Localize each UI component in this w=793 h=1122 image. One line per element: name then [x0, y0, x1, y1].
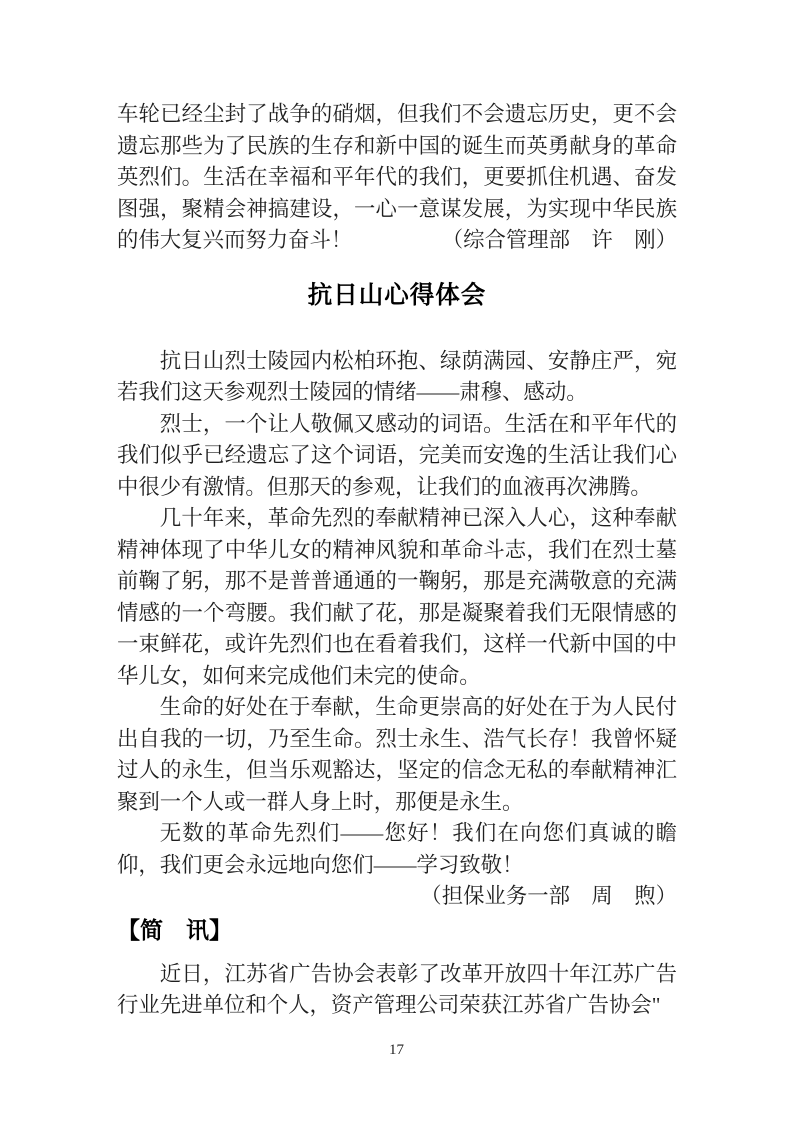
- article-paragraph: 抗日山烈士陵园内松柏环抱、绿荫满园、安静庄严，宛若我们这天参观烈士陵园的情绪——肃穆、感动。: [117, 348, 677, 404]
- brief-news-heading: 【简 讯】: [117, 916, 232, 943]
- prev-article-ending-paragraph: [117, 99, 677, 257]
- article-attribution: （担保业务一部 周 煦）: [420, 884, 677, 908]
- article-paragraph: 烈士，一个让人敬佩又感动的词语。生活在和平年代的我们似乎已经遗忘了这个词语，完美而安逸的生活让我们心中很少有激情。但那天的参观，让我们的血液再次沸腾。: [117, 411, 677, 499]
- prev-article-attribution: （综合管理部 许 刚）: [441, 228, 677, 252]
- article-title: 抗日山心得体会: [307, 281, 487, 309]
- article-body: [117, 346, 677, 913]
- article-paragraph: 无数的革命先烈们——您好！我们在向您们真诚的瞻仰，我们更会永远地向您们——学习致敬！: [117, 821, 677, 877]
- prev-article-ending-text: 车轮已经尘封了战争的硝烟，但我们不会遗忘历史，更不会遗忘那些为了民族的生存和新中国的诞生而英勇献身的革命英烈们。生活在幸福和平年代的我们，更要抓住机遇、奋发图强，聚精会神搞建设，一心一意谋发展，为实现中华民族的伟大复兴而努力奋斗！: [117, 102, 677, 252]
- article-paragraph: 生命的好处在于奉献，生命更崇高的好处在于为人民付出自我的一切，乃至生命。烈士永生、浩气长存！我曾怀疑过人的永生，但当乐观豁达，坚定的信念无私的奉献精神汇聚到一个人或一群人身上时，那便是永生。: [117, 695, 677, 814]
- article-paragraph: 几十年来，革命先烈的奉献精神已深入人心，这种奉献精神体现了中华儿女的精神风貌和革命斗志，我们在烈士墓前鞠了躬，那不是普普通通的一鞠躬，那是充满敬意的充满情感的一个弯腰。我们献了花，那是凝聚着我们无限情感的一束鲜花，或许先烈们也在看着我们，这样一代新中国的中华儿女，如何来完成他们未完的使命。: [117, 506, 677, 688]
- brief-news-section: [117, 913, 677, 1022]
- brief-news-paragraph: 近日，江苏省广告协会表彰了改革开放四十年江苏广告行业先进单位和个人，资产管理公司荣获江苏省广告协会": [117, 961, 677, 1017]
- page-number: 17: [389, 1042, 404, 1058]
